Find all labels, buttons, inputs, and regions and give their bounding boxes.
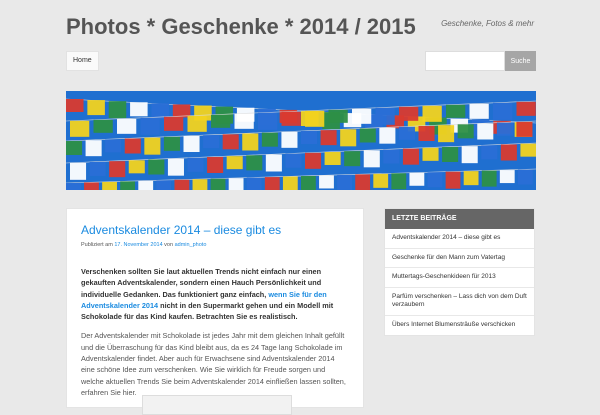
prayer-flag: [446, 105, 465, 118]
prayer-flags-illustration: [66, 91, 536, 190]
prayer-flag: [94, 120, 113, 133]
prayer-flag: [283, 177, 298, 190]
prayer-flag: [419, 126, 435, 141]
prayer-flag: [497, 123, 513, 136]
prayer-flag: [164, 117, 183, 131]
prayer-flag: [383, 149, 399, 163]
prayer-flag: [109, 101, 127, 118]
prayer-flag: [344, 151, 360, 166]
prayer-flag: [203, 135, 219, 148]
prayer-flag: [102, 182, 117, 190]
prayer-flag: [223, 134, 239, 149]
navigation-bar: [66, 51, 536, 71]
site-title[interactable]: Photos * Geschenke * 2014 / 2015: [66, 14, 416, 39]
prayer-flag: [379, 128, 395, 144]
prayer-flag: [129, 160, 145, 173]
article-body: Der Adventskalender mit Schokolade ist jedes Jahr mit dem gleichen Inhalt gefüllt und die Überraschung für das Kind bleibt aus, da es 24 Tage lang Schokolade im Adventskalender findet. Aber auch für Erwachsene sind Adventskalender 2014 eine schöne Idee zum verschenken. Wie Sie wirklich für Freude sorgen und welche aktuellen Trends Sie beim Adventskalender 2014 einfließen lassen sollten, erfahren Sie hier.: [81, 331, 346, 397]
prayer-flag: [84, 182, 99, 190]
prayer-flag: [482, 171, 497, 187]
prayer-flag: [301, 176, 316, 190]
prayer-flag: [517, 102, 536, 116]
prayer-flag: [477, 124, 493, 140]
prayer-flag: [193, 179, 208, 190]
prayer-flag: [130, 102, 148, 116]
lead-text-part1: Verschenken sollten Sie laut aktuellen Trends nicht einfach nur einen gekauften Adventskalender, sondern einen Hauch Persönlichkeit und individuelle Gedanken. Das funktioniert ganz einfach,: [81, 267, 322, 299]
search-button[interactable]: Suche: [505, 51, 536, 71]
prayer-flag: [481, 145, 497, 159]
prayer-flag: [247, 178, 262, 190]
prayer-flag: [141, 118, 160, 135]
prayer-flag: [376, 108, 395, 125]
prayer-flag: [105, 139, 121, 152]
recent-posts-list: [385, 229, 534, 335]
prayer-flag: [246, 155, 262, 170]
site-tagline: Geschenke, Fotos & mehr: [441, 19, 534, 28]
prayer-flag: [352, 109, 371, 124]
prayer-flag: [87, 100, 105, 115]
recent-post-link[interactable]: Muttertags-Geschenkideen für 2013: [385, 268, 534, 288]
prayer-flag: [305, 111, 324, 127]
prayer-flag: [168, 159, 184, 176]
prayer-flag: [364, 150, 380, 167]
prayer-flag: [520, 144, 536, 157]
prayer-flag: [470, 104, 489, 119]
prayer-flag: [148, 159, 164, 174]
recent-post-link[interactable]: Adventskalender 2014 – diese gibt es: [385, 229, 534, 249]
lead-link[interactable]: wenn Sie für den Adventskalender 2014: [81, 289, 327, 310]
prayer-flag: [66, 99, 84, 112]
prayer-flag: [188, 158, 204, 172]
prayer-flag: [321, 130, 337, 145]
prayer-flag: [117, 119, 136, 134]
prayer-flag: [399, 127, 415, 140]
search-input[interactable]: [425, 51, 505, 71]
article-lead: [81, 266, 349, 322]
article-title[interactable]: Adventskalender 2014 – diese gibt es: [81, 223, 282, 237]
prayer-flag: [207, 157, 223, 173]
prayer-flag: [266, 154, 282, 171]
prayer-flag: [305, 153, 321, 169]
prayer-flag: [281, 132, 297, 148]
prayer-flag: [109, 161, 125, 177]
prayer-flag: [229, 178, 244, 190]
prayer-flag: [423, 106, 442, 122]
prayer-flag: [399, 107, 418, 121]
prayer-flag: [319, 175, 334, 188]
prayer-flag: [340, 129, 356, 146]
prayer-flag: [442, 147, 458, 162]
nav-home-link[interactable]: Home: [66, 51, 99, 71]
recent-post-link[interactable]: Übers Internet Blumensträuße verschicken: [392, 320, 516, 328]
prayer-flag: [285, 154, 301, 168]
recent-post-link[interactable]: Geschenke für den Mann zum Vatertag: [385, 249, 534, 269]
article-image: [142, 395, 292, 415]
prayer-flag: [409, 173, 424, 186]
prayer-flag: [211, 115, 230, 128]
prayer-flag: [211, 179, 226, 190]
prayer-flag: [301, 131, 317, 144]
prayer-flag: [355, 174, 370, 190]
meta-prefix: Publiziert am: [81, 242, 113, 248]
prayer-flag: [188, 116, 207, 132]
prayer-flag: [66, 141, 82, 155]
prayer-flag: [184, 136, 200, 152]
prayer-flag: [70, 163, 86, 180]
prayer-flag: [90, 162, 106, 176]
recent-posts-widget: [384, 208, 535, 336]
prayer-flag: [156, 180, 171, 190]
prayer-flag: [138, 181, 153, 190]
prayer-flag: [500, 170, 515, 183]
prayer-flag: [86, 140, 102, 156]
prayer-flag: [337, 175, 352, 190]
prayer-flag: [423, 148, 439, 161]
prayer-flag: [403, 149, 419, 165]
prayer-flag: [428, 172, 443, 187]
prayer-flag: [66, 183, 81, 190]
meta-author-link[interactable]: admin_photo: [174, 242, 207, 248]
prayer-flag: [265, 177, 280, 190]
prayer-flag: [462, 146, 478, 163]
widget-heading: LETZTE BEITRÄGE: [385, 209, 534, 229]
prayer-flag: [501, 144, 517, 160]
prayer-flag: [70, 121, 89, 137]
meta-date-link[interactable]: 17. November 2014: [114, 242, 163, 248]
prayer-flag: [518, 170, 533, 185]
prayer-flag: [438, 125, 454, 142]
prayer-flag: [325, 152, 341, 165]
prayer-flag: [493, 103, 512, 120]
prayer-flag: [262, 133, 278, 147]
prayer-flag: [125, 139, 141, 154]
article-card: [66, 208, 364, 408]
lead-text-part2: nicht in den Supermarkt gehen und ein Modell mit Schokolade für das Kind kaufen. Betrachten Sie es realistisch.: [81, 300, 334, 322]
prayer-flag: [144, 138, 160, 155]
prayer-flag: [464, 171, 479, 185]
prayer-flag: [235, 114, 254, 129]
prayer-flag: [458, 124, 474, 138]
prayer-flag: [173, 104, 191, 117]
prayer-flag: [242, 134, 258, 151]
prayer-flag: [329, 110, 348, 123]
prayer-flag: [360, 129, 376, 143]
prayer-flag: [391, 173, 406, 189]
prayer-flag: [373, 174, 388, 188]
prayer-flag: [120, 181, 135, 190]
prayer-flag: [227, 156, 243, 169]
header-banner-image: [66, 91, 536, 190]
meta-by: von: [164, 242, 174, 248]
recent-post-link[interactable]: Parfüm verschenken – Lass dich von dem Duft verzaubern: [385, 288, 534, 316]
prayer-flag: [446, 172, 461, 189]
prayer-flag: [174, 180, 189, 190]
prayer-flag: [258, 113, 277, 130]
prayer-flag: [516, 122, 532, 137]
prayer-flag: [282, 112, 301, 126]
article-meta: [81, 242, 349, 248]
prayer-flag: [164, 137, 180, 151]
